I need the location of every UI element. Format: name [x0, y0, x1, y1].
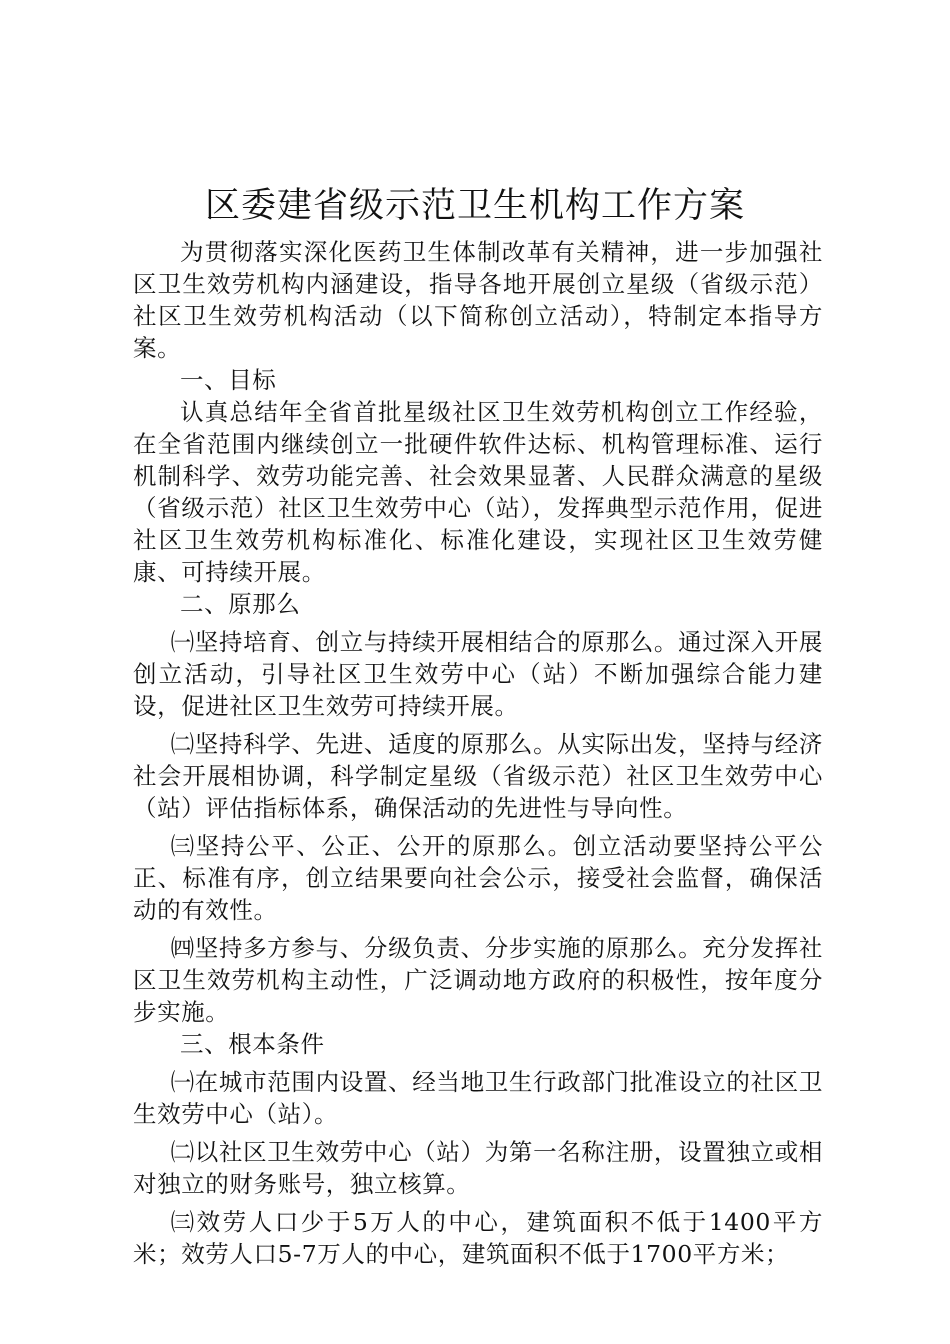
section-heading-goal: 一、目标 — [180, 366, 277, 394]
section-heading-conditions: 三、根本条件 — [180, 1030, 325, 1058]
condition-item-3: ㈢效劳人口少于5万人的中心，建筑面积不低于1400平方米；效劳人口5-7万人的中心，建筑面积不低于1700平方米； — [133, 1208, 823, 1268]
document-body — [133, 236, 823, 1270]
principle-item-2: ㈡坚持科学、先进、适度的原那么。从实际出发，坚持与经济社会开展相协调，科学制定星级（省级示范）社区卫生效劳中心（站）评估指标体系，确保活动的先进性与导向性。 — [133, 730, 823, 822]
section-heading-principles: 二、原那么 — [180, 590, 301, 618]
principle-item-4: ㈣坚持多方参与、分级负责、分步实施的原那么。充分发挥社区卫生效劳机构主动性，广泛调动地方政府的积极性，按年度分步实施。 — [133, 934, 823, 1026]
goal-paragraph: 认真总结年全省首批星级社区卫生效劳机构创立工作经验，在全省范围内继续创立一批硬件软件达标、机构管理标准、运行机制科学、效劳功能完善、社会效果显著、人民群众满意的星级（省级示范）社区卫生效劳中心（站），发挥典型示范作用，促进社区卫生效劳机构标准化、标准化建设，实现社区卫生效劳健康、可持续开展。 — [133, 398, 823, 586]
principle-item-1: ㈠坚持培育、创立与持续开展相结合的原那么。通过深入开展创立活动，引导社区卫生效劳中心（站）不断加强综合能力建设，促进社区卫生效劳可持续开展。 — [133, 628, 823, 720]
document-title: 区委建省级示范卫生机构工作方案 — [204, 186, 745, 226]
principle-item-3: ㈢坚持公平、公正、公开的原那么。创立活动要坚持公平公正、标准有序，创立结果要向社会公示，接受社会监督，确保活动的有效性。 — [133, 832, 823, 924]
intro-paragraph: 为贯彻落实深化医药卫生体制改革有关精神，进一步加强社区卫生效劳机构内涵建设，指导各地开展创立星级（省级示范）社区卫生效劳机构活动（以下简称创立活动），特制定本指导方案。 — [133, 238, 823, 362]
condition-item-2: ㈡以社区卫生效劳中心（站）为第一名称注册，设置独立或相对独立的财务账号，独立核算。 — [133, 1138, 823, 1198]
condition-item-1: ㈠在城市范围内设置、经当地卫生行政部门批准设立的社区卫生效劳中心（站）。 — [133, 1068, 823, 1128]
